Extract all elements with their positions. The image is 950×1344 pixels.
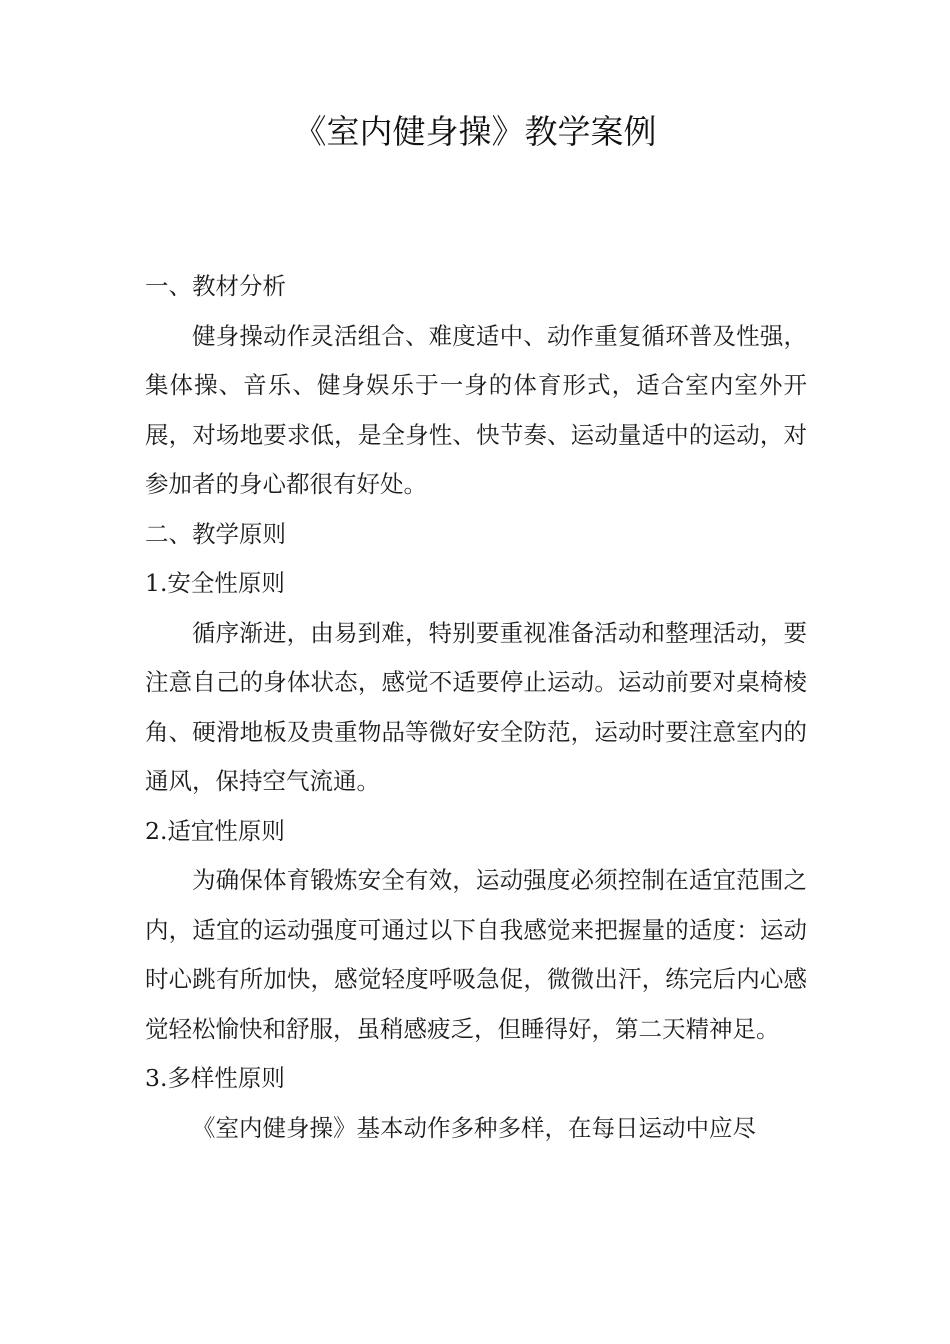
paragraph-safety-principle: 循序渐进，由易到难，特别要重视准备活动和整理活动，要注意自己的身体状态，感觉不适要停止运动。运动前要对桌椅棱角、硬滑地板及贵重物品等微好安全防范，运动时要注意室内的通风，保持空气流通。 [145,618,807,795]
section-heading-materials-analysis: 一、教材分析 [145,272,286,300]
subheading-diversity-principle: 3.多样性原则 [145,1064,285,1092]
document-title: 《室内健身操》教学案例 [293,112,657,151]
subheading-safety-principle: 1.安全性原则 [145,569,285,597]
paragraph-diversity-principle: 《室内健身操》基本动作多种多样，在每日运动中应尽 [192,1113,756,1142]
paragraph-materials-analysis: 健身操动作灵活组合、难度适中、动作重复循环普及性强，集体操、音乐、健身娱乐于一身的体育形式，适合室内室外开展，对场地要求低，是全身性、快节奏、运动量适中的运动，对参加者的身心都很有好处。 [145,321,807,498]
section-heading-teaching-principles: 二、教学原则 [145,519,286,548]
document-body [145,262,807,1153]
subheading-suitability-principle: 2.适宜性原则 [145,816,285,845]
paragraph-suitability-principle: 为确保体育锻炼安全有效，运动强度必须控制在适宜范围之内，适宜的运动强度可通过以下自我感觉来把握量的适度：运动时心跳有所加快，感觉轻度呼吸急促，微微出汗，练完后内心感觉轻松愉快和舒服，虽稍感疲乏，但睡得好，第二天精神足。 [145,866,807,1043]
